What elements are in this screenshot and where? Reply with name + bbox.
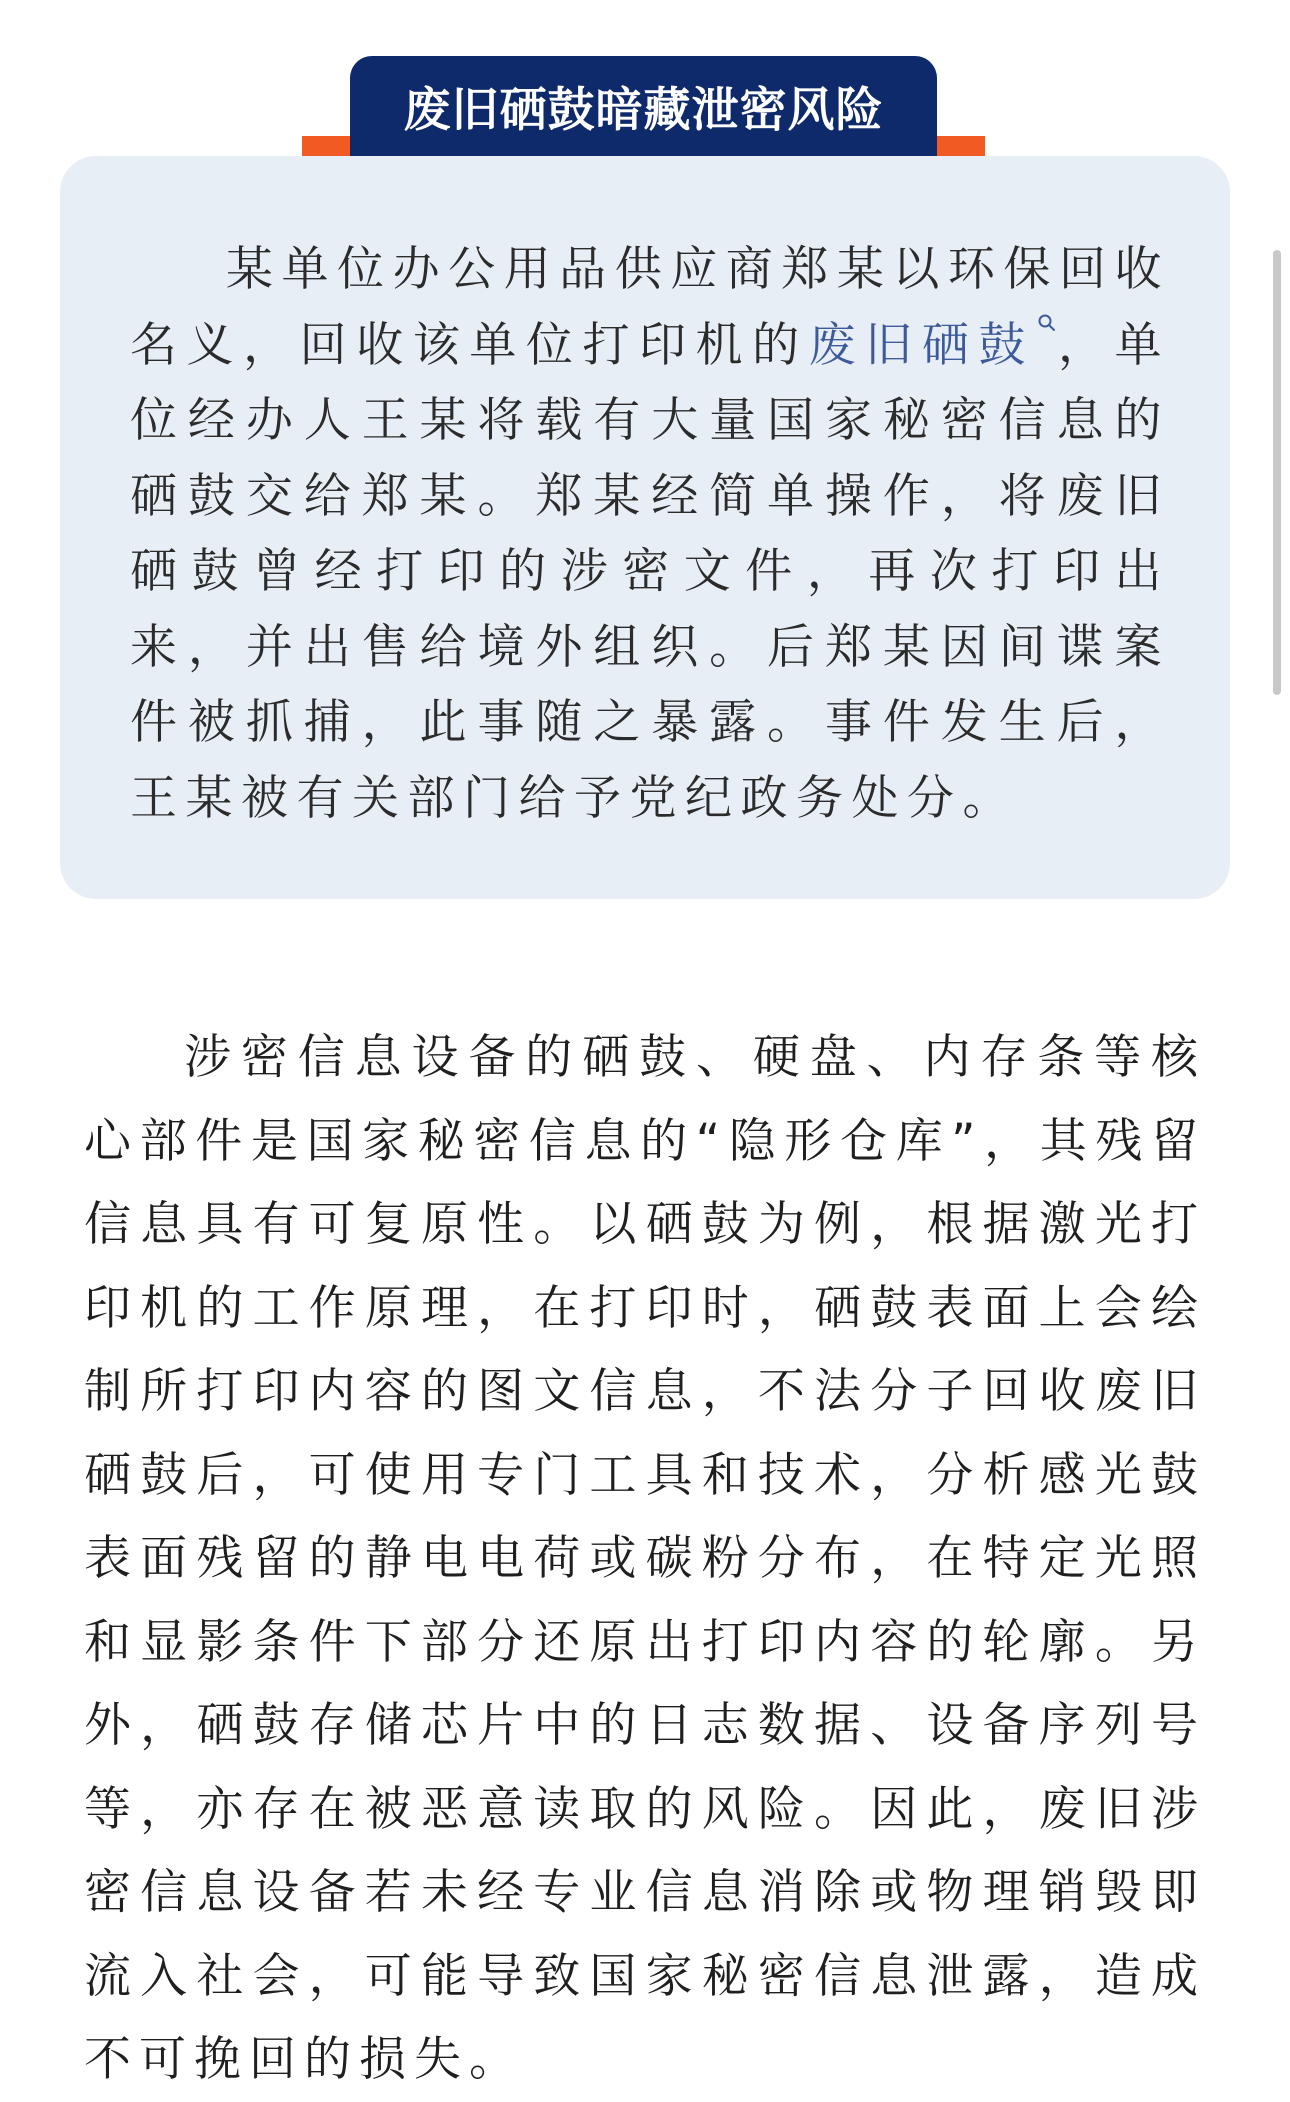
body-paragraph: 涉密信息设备的硒鼓、硬盘、内存条等核心部件是国家秘密信息的“隐形仓库”，其残留信息具有可复原性。以硒鼓为例，根据激光打印机的工作原理，在打印时，硒鼓表面上会绘制所打印内容的图文信息，不法分子回收废旧硒鼓后，可使用专门工具和技术，分析感光鼓表面残留的静电电荷或碳粉分布，在特定光照和显影条件下部分还原出打印内容的轮廓。另外，硒鼓存储芯片中的日志数据、设备序列号等，亦存在被恶意读取的风险。因此，废旧涉密信息设备若未经专业信息消除或物理销毁即流入社会，可能导致国家秘密信息泄露，造成不可挽回的损失。 xyxy=(84,1030,1206,2087)
case-paragraph xyxy=(130,232,1170,836)
keyword-search-link[interactable] xyxy=(809,318,1057,373)
scrollbar[interactable] xyxy=(1273,250,1281,695)
case-box xyxy=(60,156,1230,899)
case-text-before: 某单位办公用品供应商郑某以环保回收名义，回收该单位打印机的 xyxy=(130,242,1170,373)
keyword-text[interactable]: 废旧硒鼓 xyxy=(808,317,1035,373)
case-text-after: ，单位经办人王某将载有大量国家秘密信息的硒鼓交给郑某。郑某经简单操作，将废旧硒鼓曾经打印的涉密文件，再次打印出来，并出售给境外组织。后郑某因间谍案件被抓捕，此事随之暴露。事件发生后，王某被有关部门给予党纪政务处分。 xyxy=(130,317,1171,826)
search-icon[interactable] xyxy=(1037,313,1057,333)
section-title: 废旧硒鼓暗藏泄密风险 xyxy=(350,56,937,156)
